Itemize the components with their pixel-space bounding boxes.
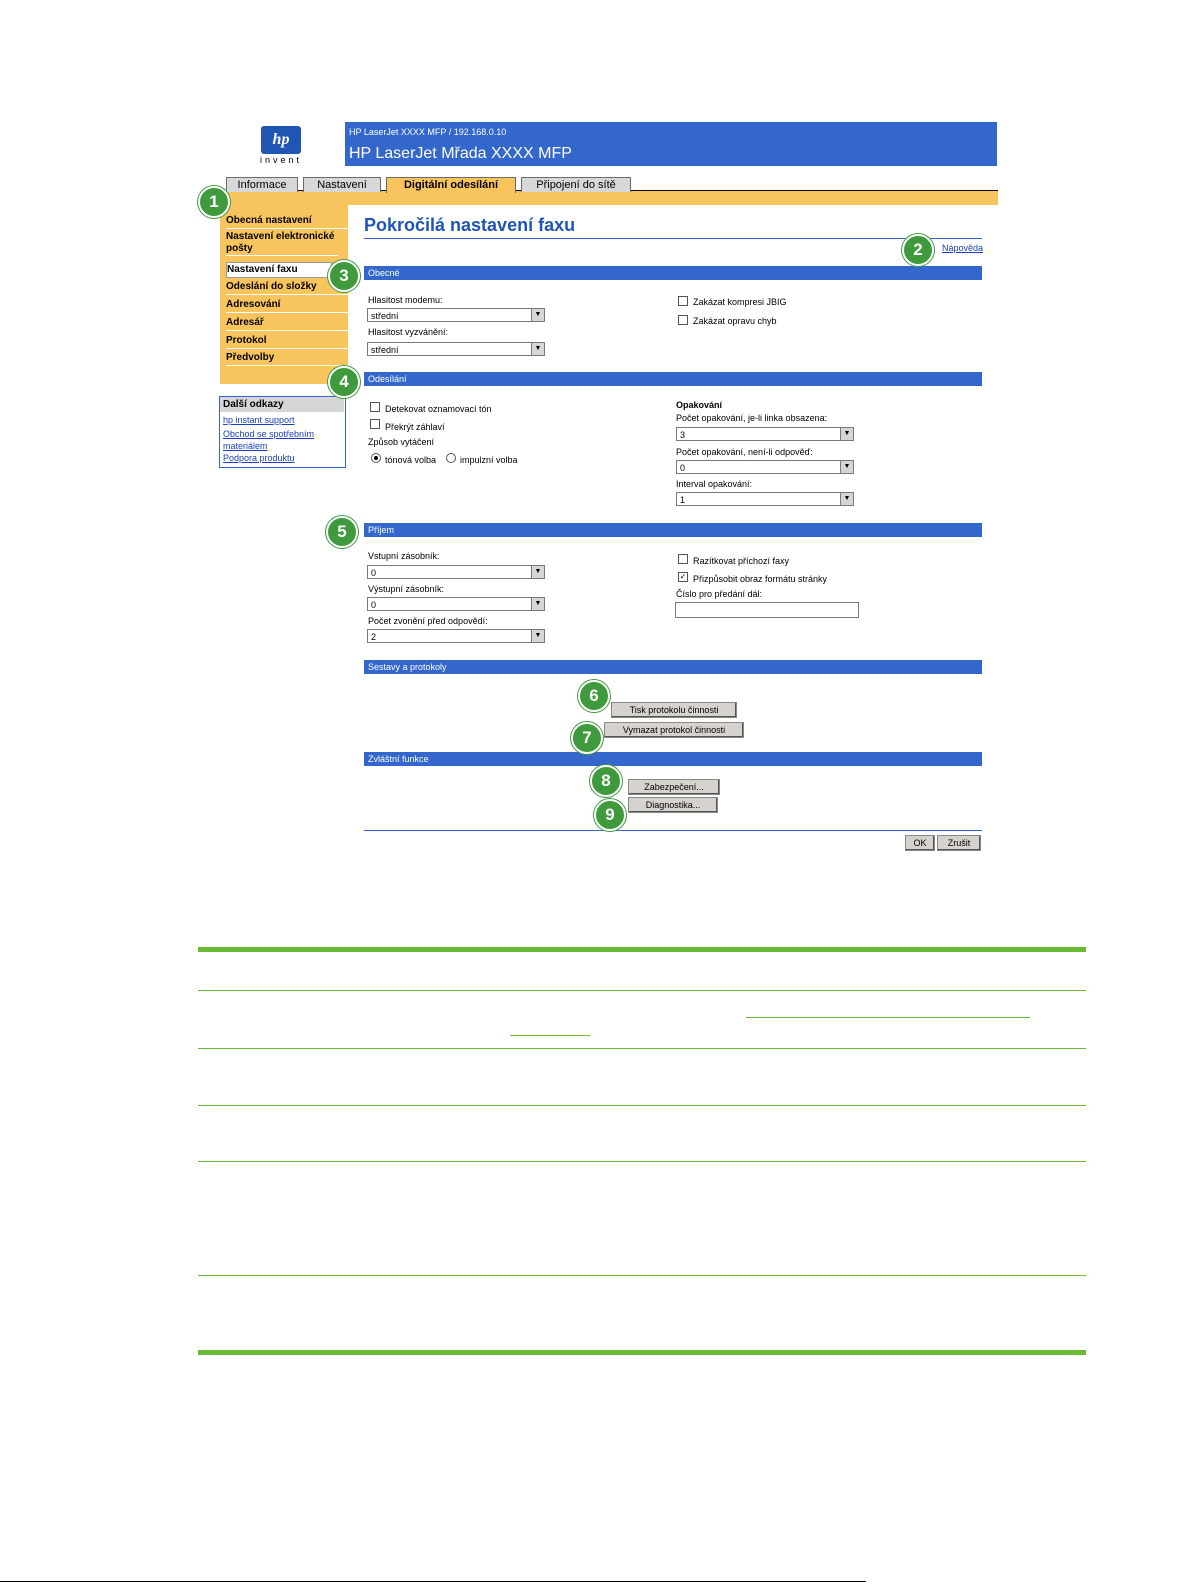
tab-digitalni-odesilani[interactable]: Digitální odesílání xyxy=(386,177,516,193)
callout-6: 6 xyxy=(578,680,610,712)
output-tray-label: Výstupní zásobník: xyxy=(368,584,445,594)
nav-item-email[interactable]: Nastavení elektronické pošty xyxy=(226,231,338,256)
callout-7: 7 xyxy=(571,722,603,754)
fit-label: Přizpůsobit obraz formátu stránky xyxy=(693,574,828,584)
clear-log-button[interactable]: Vymazat protokol činnosti xyxy=(604,722,744,738)
pulse-radio[interactable] xyxy=(446,453,456,463)
security-button[interactable]: Zabezpečení... xyxy=(628,779,720,795)
rings-value: 2 xyxy=(371,632,377,642)
fit-checkbox[interactable]: ✓ xyxy=(679,572,687,581)
output-tray-select[interactable] xyxy=(367,597,545,611)
nav-item-slozka[interactable]: Odeslání do složky xyxy=(226,280,348,295)
dropdown-arrow-icon: ▼ xyxy=(840,493,853,505)
redial-noanswer-value: 0 xyxy=(680,463,686,473)
bottom-rule xyxy=(364,830,982,831)
table-row-rule xyxy=(198,1105,1086,1106)
table-link-underline xyxy=(510,1035,590,1036)
dropdown-arrow-icon: ▼ xyxy=(531,566,544,578)
dropdown-arrow-icon: ▼ xyxy=(531,630,544,642)
footer-rule xyxy=(0,1581,866,1582)
detect-dialtone-label: Detekovat oznamovací tón xyxy=(385,404,492,414)
modem-volume-value: střední xyxy=(371,311,399,321)
tone-radio[interactable] xyxy=(371,453,381,463)
dropdown-arrow-icon: ▼ xyxy=(531,343,544,355)
redial-busy-select[interactable] xyxy=(676,427,854,441)
callout-5: 5 xyxy=(326,516,358,548)
table-link-underline xyxy=(746,1017,1030,1018)
detect-dialtone-checkbox[interactable] xyxy=(370,402,380,412)
cancel-button[interactable]: Zrušit xyxy=(937,835,981,851)
redial-interval-label: Interval opakování: xyxy=(676,479,753,489)
redial-interval-select[interactable] xyxy=(676,492,854,506)
device-address: HP LaserJet XXXX MFP / 192.168.0.10 xyxy=(349,127,507,137)
callout-2: 2 xyxy=(902,234,934,266)
nav-item-adresovani[interactable]: Adresování xyxy=(226,298,348,313)
modem-volume-label: Hlasitost modemu: xyxy=(368,295,443,305)
title-rule xyxy=(364,238,982,239)
section-sending-header: Odesílání xyxy=(364,372,982,386)
ok-button[interactable]: OK xyxy=(905,835,935,851)
link-hp-instant-support[interactable]: hp instant support xyxy=(223,415,295,425)
redial-header: Opakování xyxy=(676,400,723,410)
forward-number-input[interactable] xyxy=(675,602,859,618)
print-log-button[interactable]: Tisk protokolu činnosti xyxy=(611,702,737,718)
nav-item-fax[interactable]: Nastavení faxu xyxy=(226,262,332,278)
table-top-rule xyxy=(198,947,1086,952)
forward-label: Číslo pro předání dál: xyxy=(676,589,763,599)
redial-busy-label: Počet opakování, je-li linka obsazena: xyxy=(676,413,828,423)
link-obchod[interactable]: Obchod se spotřebním materiálem xyxy=(223,429,315,451)
link-podpora[interactable]: Podpora produktu xyxy=(223,453,295,463)
ring-volume-select[interactable] xyxy=(367,342,545,356)
overlay-header-label: Překrýt záhlaví xyxy=(385,422,445,432)
output-tray-value: 0 xyxy=(371,600,377,610)
help-link[interactable]: Nápověda xyxy=(942,243,984,253)
ring-volume-value: střední xyxy=(371,345,399,355)
logo-tagline: invent xyxy=(259,155,303,165)
stamp-label: Razítkovat příchozí faxy xyxy=(693,556,790,566)
callout-9: 9 xyxy=(594,799,626,831)
callout-8: 8 xyxy=(590,765,622,797)
tab-bar xyxy=(220,190,998,205)
input-tray-value: 0 xyxy=(371,568,377,578)
tab-nastaveni[interactable]: Nastavení xyxy=(303,177,381,192)
tone-label: tónová volba xyxy=(385,455,437,465)
nav-item-adresar[interactable]: Adresář xyxy=(226,316,348,331)
nav-item-obecna[interactable]: Obecná nastavení xyxy=(226,214,348,229)
section-receiving-header: Příjem xyxy=(364,523,982,537)
dropdown-arrow-icon: ▼ xyxy=(840,428,853,440)
input-tray-label: Vstupní zásobník: xyxy=(368,551,440,561)
input-tray-select[interactable] xyxy=(367,565,545,579)
table-row-rule xyxy=(198,1048,1086,1049)
overlay-header-checkbox[interactable] xyxy=(370,419,380,429)
section-general-header: Obecné xyxy=(364,266,982,280)
table-bottom-rule xyxy=(198,1350,1086,1355)
diagnostics-button[interactable]: Diagnostika... xyxy=(628,797,718,813)
redial-noanswer-label: Počet opakování, není-li odpověď: xyxy=(676,447,813,457)
nav-item-predvolby[interactable]: Předvolby xyxy=(226,351,348,366)
dropdown-arrow-icon: ▼ xyxy=(840,461,853,473)
nav-item-protokol[interactable]: Protokol xyxy=(226,334,348,349)
jbig-checkbox[interactable] xyxy=(678,296,688,306)
tab-pripojeni-do-site[interactable]: Připojení do sítě xyxy=(521,177,631,192)
table-row-rule xyxy=(198,1275,1086,1276)
rings-label: Počet zvonění před odpovědí: xyxy=(368,616,488,626)
jbig-label: Zakázat kompresi JBIG xyxy=(693,297,787,307)
ring-volume-label: Hlasitost vyzvánění: xyxy=(368,327,449,337)
pulse-label: impulzní volba xyxy=(460,455,518,465)
stamp-checkbox[interactable] xyxy=(678,554,688,564)
table-header-rule xyxy=(198,990,1086,991)
links-title: Další odkazy xyxy=(220,397,344,412)
device-title: HP LaserJet Mřada XXXX MFP xyxy=(349,145,572,162)
table-row-rule xyxy=(198,1161,1086,1162)
callout-1: 1 xyxy=(198,186,230,218)
ecm-label: Zakázat opravu chyb xyxy=(693,316,777,326)
logo-text: hp xyxy=(272,131,290,148)
modem-volume-select[interactable] xyxy=(367,308,545,322)
section-special-header: Zvláštní funkce xyxy=(364,752,982,766)
redial-interval-value: 1 xyxy=(680,495,686,505)
tab-informace[interactable]: Informace xyxy=(226,177,298,192)
dropdown-arrow-icon: ▼ xyxy=(531,598,544,610)
rings-select[interactable] xyxy=(367,629,545,643)
section-reports-header: Sestavy a protokoly xyxy=(364,660,982,674)
dropdown-arrow-icon: ▼ xyxy=(531,309,544,321)
hp-logo xyxy=(261,126,301,154)
redial-busy-value: 3 xyxy=(680,430,686,440)
page-title: Pokročilá nastavení faxu xyxy=(364,215,576,235)
device-banner xyxy=(345,122,997,166)
callout-3: 3 xyxy=(328,260,360,292)
dial-mode-label: Způsob vytáčení xyxy=(368,437,435,447)
redial-noanswer-select[interactable] xyxy=(676,460,854,474)
ecm-checkbox[interactable] xyxy=(678,315,688,325)
callout-4: 4 xyxy=(328,366,360,398)
